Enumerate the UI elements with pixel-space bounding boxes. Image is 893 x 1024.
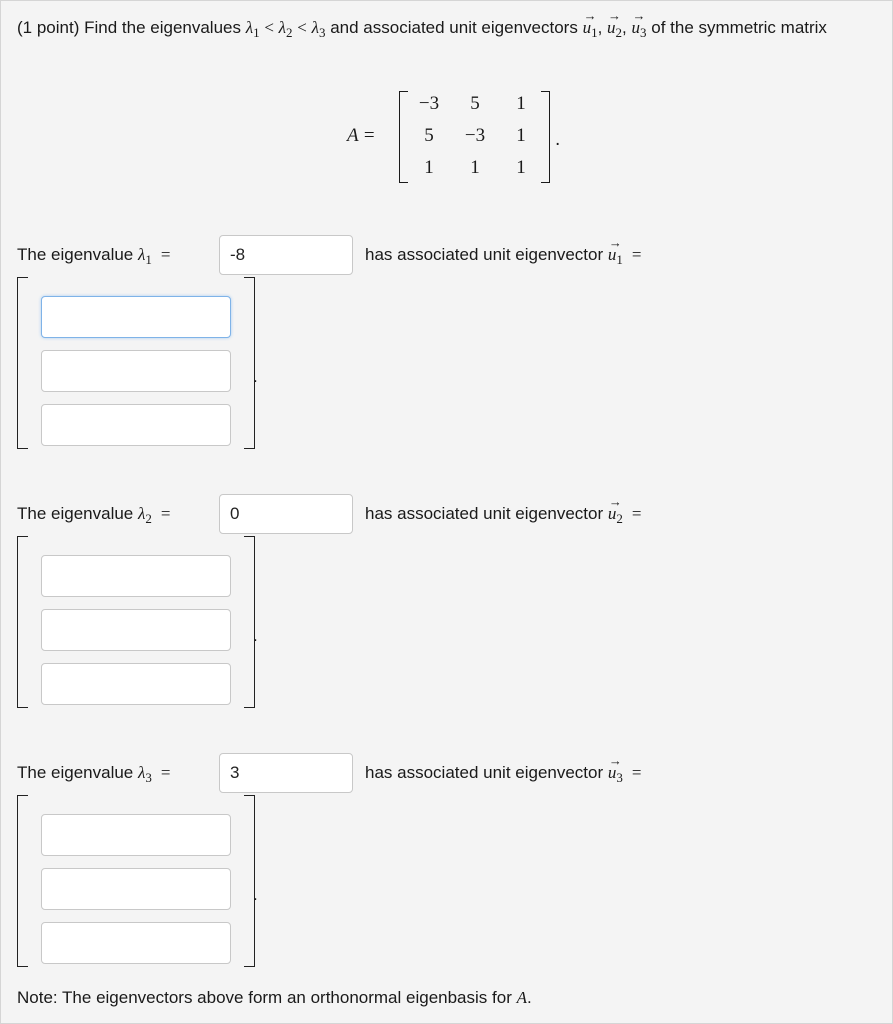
- u-2-symbol: → $u_2$: [607, 18, 622, 37]
- lambda-2-symbol: $\lambda_2$: [138, 504, 152, 526]
- eigenvector-1-component-1-input[interactable]: [41, 296, 231, 338]
- u-1-symbol: → $u_1$: [583, 18, 598, 37]
- eigenvalue-2-input[interactable]: [219, 494, 353, 534]
- eigenvalue-2-label: The eigenvalue $\lambda_2$ =: [17, 504, 171, 526]
- matrix-cell: 1: [516, 157, 526, 178]
- u-3-symbol: → $u_3$: [632, 18, 647, 37]
- eigenvector-1-label: has associated unit eigenvector → $u_1$ =: [365, 242, 641, 269]
- eigenvector-2-component-1-input[interactable]: [41, 555, 231, 597]
- note-text: Note: The eigenvectors above form an orthonormal eigenbasis for A.: [17, 988, 532, 1007]
- matrix-cell: 5: [470, 93, 480, 114]
- eigenvector-2-component-2-input[interactable]: [41, 609, 231, 651]
- vector-3-right-bracket: [244, 795, 255, 967]
- eigenvalue-3-input[interactable]: [219, 753, 353, 793]
- lambda-1-symbol: $\lambda_1$: [245, 18, 260, 40]
- matrix-a: [345, 89, 575, 185]
- vector-1-period: .: [253, 367, 258, 386]
- lambda-1-symbol: $\lambda_1$: [138, 245, 152, 267]
- matrix-period: .: [555, 129, 561, 150]
- problem-statement: (1 point) Find the eigenvalues $\lambda_1 < \lambda_2 < \lambda_3$ and associated unit eigenvectors → $u_1$, → $u_2$, → $u_3$ of the symmetric matrix: [17, 15, 882, 42]
- eigenvalue-3-label: The eigenvalue $\lambda_3$ =: [17, 763, 171, 785]
- eigenvector-3-component-1-input[interactable]: [41, 814, 231, 856]
- matrix-cell: −3: [418, 93, 440, 114]
- matrix-cell: 1: [470, 157, 480, 178]
- lambda-3-symbol: $\lambda_3$: [311, 18, 326, 40]
- eigenvector-3-component-3-input[interactable]: [41, 922, 231, 964]
- vector-3-period: .: [253, 885, 258, 904]
- vector-1-left-bracket: [17, 277, 28, 449]
- vector-2-left-bracket: [17, 536, 28, 708]
- vector-1-right-bracket: [244, 277, 255, 449]
- eigenvector-2-label: has associated unit eigenvector → $u_2$ =: [365, 501, 641, 528]
- eigenvector-3-component-2-input[interactable]: [41, 868, 231, 910]
- eigenvalue-1-label: The eigenvalue $\lambda_1$ =: [17, 245, 171, 267]
- matrix-cell: 1: [516, 93, 526, 114]
- matrix-cell: −3: [464, 125, 486, 146]
- matrix-left-bracket: [399, 91, 408, 183]
- vector-3-left-bracket: [17, 795, 28, 967]
- matrix-cell: 1: [424, 157, 434, 178]
- eigenvector-2-component-3-input[interactable]: [41, 663, 231, 705]
- problem-text-pre: Find the eigenvalues: [84, 18, 241, 37]
- eigenvector-1-component-2-input[interactable]: [41, 350, 231, 392]
- problem-text-post: of the symmetric matrix: [651, 18, 827, 37]
- problem-points: (1 point): [17, 18, 80, 37]
- eigenvector-3-label: has associated unit eigenvector → $u_3$ =: [365, 760, 641, 787]
- problem-text-mid: and associated unit eigenvectors: [330, 18, 578, 37]
- eigenvector-1-component-3-input[interactable]: [41, 404, 231, 446]
- matrix-right-bracket: [541, 91, 550, 183]
- matrix-cell: 1: [516, 125, 526, 146]
- vector-2-period: .: [253, 626, 258, 645]
- matrix-lhs: A =: [347, 125, 375, 146]
- eigenvalue-1-input[interactable]: [219, 235, 353, 275]
- vector-2-right-bracket: [244, 536, 255, 708]
- lambda-2-symbol: $\lambda_2$: [278, 18, 293, 40]
- matrix-cell: 5: [424, 125, 434, 146]
- lambda-3-symbol: $\lambda_3$: [138, 763, 152, 785]
